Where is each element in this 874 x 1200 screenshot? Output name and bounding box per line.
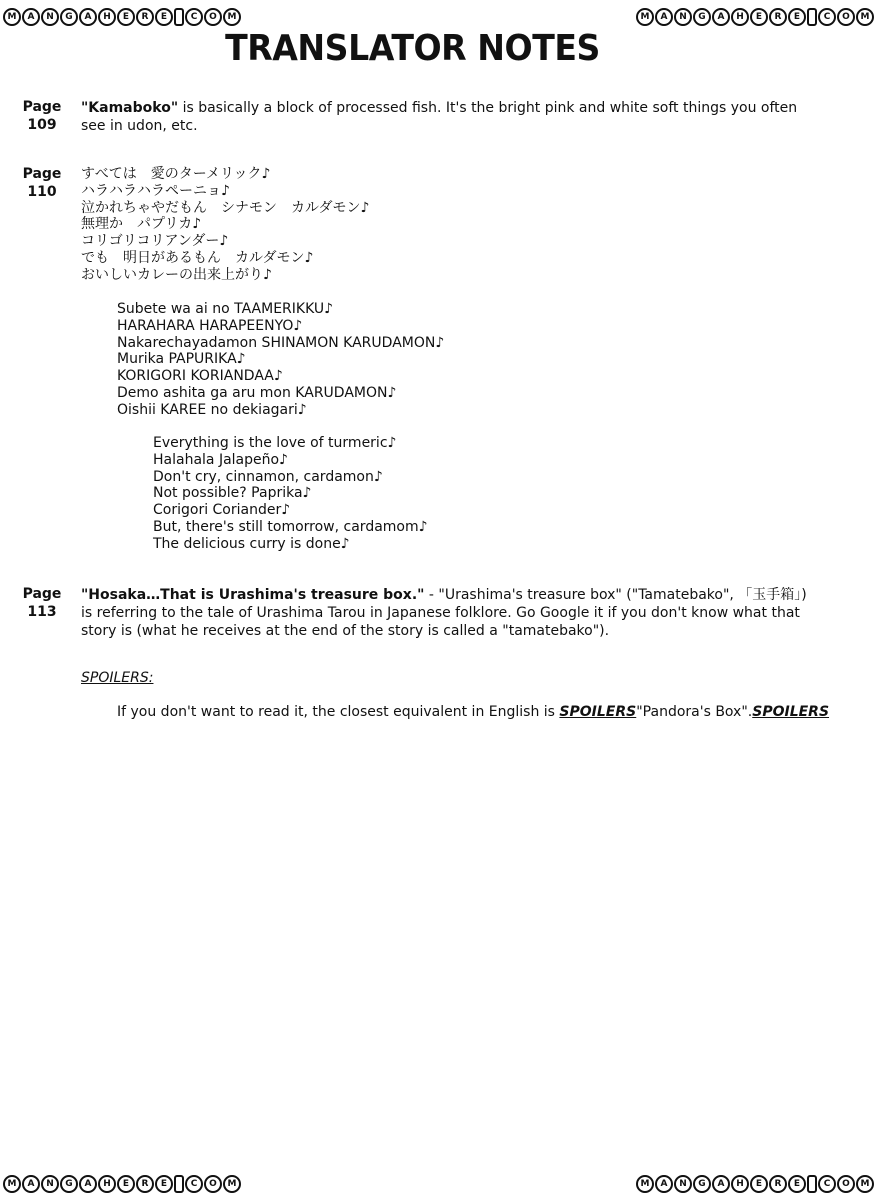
watermark-letter: H	[731, 1175, 749, 1193]
lyric-line: Don't cry, cinnamon, cardamon♪	[153, 468, 383, 485]
lyric-line: ハラハラハラペーニョ♪	[81, 182, 230, 199]
watermark-letter: E	[788, 8, 806, 26]
watermark-bottom-right	[636, 1175, 874, 1193]
watermark-letter: N	[674, 8, 692, 26]
watermark-letter: A	[655, 1175, 673, 1193]
lyric-line: Subete wa ai no TAAMERIKKU♪	[117, 301, 334, 317]
watermark-top-right	[636, 8, 874, 26]
watermark-letter: C	[185, 1175, 203, 1193]
page-number: 113	[27, 604, 57, 620]
watermark-letter: M	[856, 8, 874, 26]
watermark-letter: A	[712, 1175, 730, 1193]
lyrics-english	[153, 435, 428, 553]
lyric-line: すべては 愛のターメリック♪	[81, 166, 271, 182]
lyric-line: Corigori Coriander♪	[153, 502, 291, 519]
watermark-letter	[807, 8, 817, 26]
watermark-letter: M	[3, 1175, 21, 1193]
watermark-letter: M	[3, 8, 21, 26]
watermark-letter: G	[693, 1175, 711, 1193]
watermark-letter	[807, 1175, 817, 1193]
watermark-letter: R	[769, 1175, 787, 1193]
watermark-letter: H	[98, 1175, 116, 1193]
note-text: is basically a block of processed fish. It's the bright pink and white soft things you often see in udon, etc.	[81, 100, 798, 134]
page-word: Page	[22, 99, 62, 115]
watermark-letter: R	[769, 8, 787, 26]
lyrics-japanese	[81, 166, 369, 284]
lyric-line: Not possible? Paprika♪	[153, 485, 312, 502]
note-kamaboko	[81, 99, 811, 135]
watermark-letter: A	[22, 8, 40, 26]
watermark-letter: A	[22, 1175, 40, 1193]
lyric-line: Demo ashita ga aru mon KARUDAMON♪	[117, 384, 397, 401]
page-word: Page	[22, 166, 62, 182]
lyric-line: おいしいカレーの出来上がり♪	[81, 266, 272, 283]
page-label-109	[14, 98, 70, 134]
watermark-letter: C	[818, 8, 836, 26]
watermark-letter: G	[60, 1175, 78, 1193]
watermark-letter: O	[837, 1175, 855, 1193]
lyric-line: Halahala Jalapeño♪	[153, 451, 288, 468]
watermark-letter: N	[674, 1175, 692, 1193]
watermark-letter: E	[155, 8, 173, 26]
spoilers-text	[117, 704, 829, 720]
page-word: Page	[22, 586, 62, 602]
note-term: "Kamaboko"	[81, 100, 179, 116]
watermark-letter: N	[41, 8, 59, 26]
watermark-bottom-left	[3, 1175, 241, 1193]
watermark-top-left	[3, 8, 241, 26]
watermark-letter: E	[788, 1175, 806, 1193]
watermark-letter: O	[204, 1175, 222, 1193]
lyric-line: コリゴリコリアンダー♪	[81, 233, 229, 250]
lyric-line: But, there's still tomorrow, cardamom♪	[153, 518, 428, 535]
watermark-letter: H	[731, 8, 749, 26]
watermark-letter	[174, 1175, 184, 1193]
watermark-letter: M	[223, 1175, 241, 1193]
page-label-110	[14, 165, 70, 201]
page-number: 109	[27, 117, 57, 133]
lyric-line: Oishii KAREE no dekiagari♪	[117, 401, 307, 418]
watermark-letter: M	[856, 1175, 874, 1193]
watermark-letter: C	[185, 8, 203, 26]
lyric-line: Nakarechayadamon SHINAMON KARUDAMON♪	[117, 334, 445, 351]
lyric-line: Murika PAPURIKA♪	[117, 351, 246, 368]
lyric-line: 無理か パプリカ♪	[81, 216, 202, 233]
lyric-line: KORIGORI KORIANDAA♪	[117, 368, 283, 385]
watermark-letter: E	[117, 8, 135, 26]
note-term: "Hosaka…That is Urashima's treasure box."	[81, 587, 425, 603]
watermark-letter: E	[750, 8, 768, 26]
spoilers-heading: SPOILERS:	[81, 670, 154, 686]
watermark-letter: E	[155, 1175, 173, 1193]
watermark-letter: A	[655, 8, 673, 26]
watermark-letter: C	[818, 1175, 836, 1193]
lyric-line: HARAHARA HARAPEENYO♪	[117, 317, 303, 334]
lyric-line: でも 明日があるもん カルダモン♪	[81, 249, 314, 266]
spoiler-tag-open: SPOILERS	[559, 704, 637, 720]
lyric-line: 泣かれちゃやだもん シナモン カルダモン♪	[81, 199, 370, 216]
watermark-letter: G	[693, 8, 711, 26]
page-label-113	[14, 585, 70, 621]
watermark-letter: M	[636, 1175, 654, 1193]
note-tamatebako	[81, 586, 811, 640]
watermark-letter: H	[98, 8, 116, 26]
watermark-letter: A	[712, 8, 730, 26]
page-number: 110	[27, 184, 57, 200]
watermark-letter: M	[223, 8, 241, 26]
spoilers-middle: "Pandora's Box".	[636, 704, 753, 720]
watermark-letter: A	[79, 1175, 97, 1193]
note-text: - "Urashima's treasure box" ("Tamatebako", 「玉手箱」) is referring to the tale of Urashima Tarou in Japanese folklore. Go Google it if you don't know what that story is (what he receives at the end of the story is called a "tamatebako").	[81, 587, 807, 639]
watermark-letter: E	[750, 1175, 768, 1193]
spoilers-before: If you don't want to read it, the closest equivalent in English is	[117, 704, 560, 720]
spoiler-tag-close: SPOILERS	[752, 704, 830, 720]
watermark-letter: N	[41, 1175, 59, 1193]
watermark-letter: G	[60, 8, 78, 26]
watermark-letter: A	[79, 8, 97, 26]
watermark-letter: M	[636, 8, 654, 26]
lyrics-romaji	[117, 301, 444, 419]
watermark-letter: R	[136, 8, 154, 26]
page-title: TRANSLATOR NOTES	[225, 28, 600, 69]
watermark-letter	[174, 8, 184, 26]
watermark-letter: E	[117, 1175, 135, 1193]
watermark-letter: O	[204, 8, 222, 26]
lyric-line: The delicious curry is done♪	[153, 535, 350, 552]
watermark-letter: O	[837, 8, 855, 26]
watermark-letter: R	[136, 1175, 154, 1193]
lyric-line: Everything is the love of turmeric♪	[153, 435, 397, 451]
